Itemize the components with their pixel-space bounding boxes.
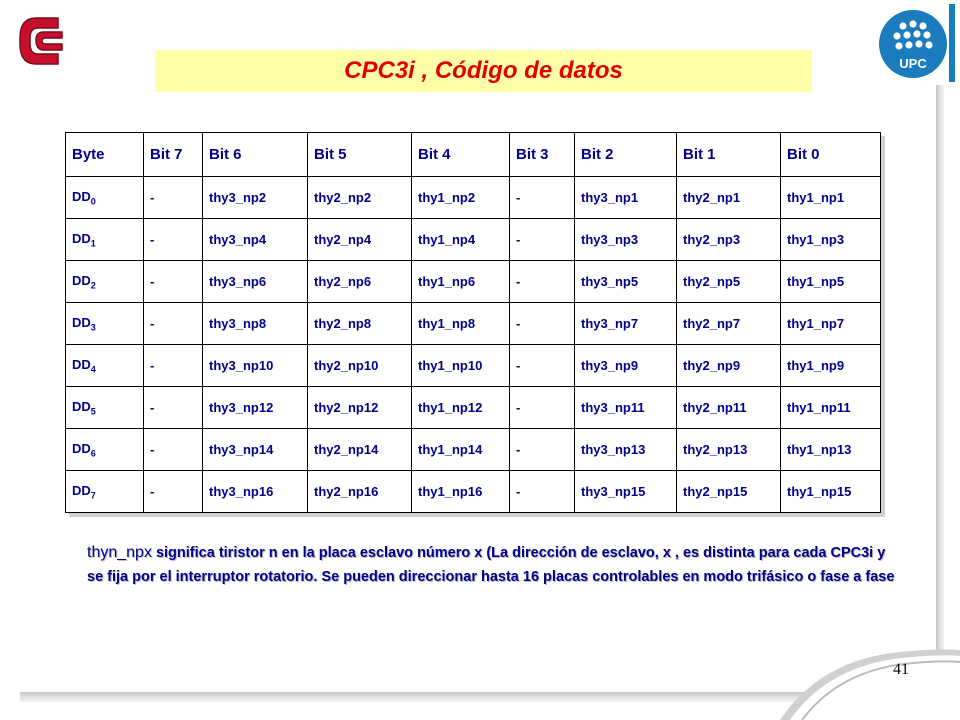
header-bit7: Bit 7 xyxy=(144,133,203,177)
byte-label: DD xyxy=(72,314,91,330)
table-cell: - xyxy=(510,345,575,387)
page-number: 41 xyxy=(893,661,909,678)
byte-cell xyxy=(66,345,144,387)
table-cell: thy1_np9 xyxy=(781,345,881,387)
table-cell: - xyxy=(144,471,203,513)
byte-cell xyxy=(66,303,144,345)
page-title: CPC3i , Código de datos xyxy=(344,57,623,84)
table-cell: thy1_np2 xyxy=(412,177,510,219)
byte-cell xyxy=(66,471,144,513)
table-cell: thy1_np13 xyxy=(781,429,881,471)
table-cell: thy3_np13 xyxy=(575,429,677,471)
table-cell: thy1_np10 xyxy=(412,345,510,387)
byte-index: 6 xyxy=(90,448,96,459)
table-row xyxy=(66,345,881,387)
upc-logo xyxy=(877,4,955,82)
table-cell: thy2_np3 xyxy=(677,219,781,261)
table-cell: thy2_np9 xyxy=(677,345,781,387)
table-row xyxy=(66,387,881,429)
footnote-text: significa tiristor n en la placa esclavo número x (La dirección de esclavo, x , es distinta para cada CPC3i y se fija por el interruptor rotatorio. Se pueden direccionar hasta 16 placas controlables en modo trifásico o fase a fase xyxy=(87,545,895,585)
table-cell: thy2_np1 xyxy=(677,177,781,219)
table-cell: thy3_np8 xyxy=(203,303,308,345)
corner-swoosh-decoration xyxy=(780,640,960,720)
table-row xyxy=(66,261,881,303)
byte-label: DD xyxy=(72,398,91,414)
table-cell: - xyxy=(510,429,575,471)
upc-logo-text: UPC xyxy=(899,56,927,71)
data-code-table xyxy=(65,132,881,513)
table-cell: thy1_np6 xyxy=(412,261,510,303)
table-cell: - xyxy=(510,177,575,219)
table-cell: thy1_np15 xyxy=(781,471,881,513)
table-cell: thy2_np8 xyxy=(308,303,412,345)
table-cell: thy1_np3 xyxy=(781,219,881,261)
table-row xyxy=(66,429,881,471)
header-bit3: Bit 3 xyxy=(510,133,575,177)
table-cell: thy3_np6 xyxy=(203,261,308,303)
table-cell: thy1_np11 xyxy=(781,387,881,429)
header-bit5: Bit 5 xyxy=(308,133,412,177)
byte-cell xyxy=(66,261,144,303)
byte-index: 5 xyxy=(90,406,96,417)
table-cell: thy1_np12 xyxy=(412,387,510,429)
table-cell: thy1_np16 xyxy=(412,471,510,513)
byte-cell xyxy=(66,429,144,471)
table-cell: thy1_np4 xyxy=(412,219,510,261)
table-row xyxy=(66,219,881,261)
table-cell: thy2_np10 xyxy=(308,345,412,387)
byte-index: 0 xyxy=(90,196,96,207)
header-bit2: Bit 2 xyxy=(575,133,677,177)
frame-shadow-right xyxy=(938,85,944,710)
table-cell: thy2_np16 xyxy=(308,471,412,513)
table-cell: - xyxy=(144,261,203,303)
table-cell: thy2_np11 xyxy=(677,387,781,429)
byte-index: 4 xyxy=(90,364,96,375)
table-cell: thy2_np15 xyxy=(677,471,781,513)
table-body xyxy=(66,177,881,513)
byte-label: DD xyxy=(72,440,91,456)
table-cell: - xyxy=(144,345,203,387)
table-cell: thy3_np2 xyxy=(203,177,308,219)
table-cell: - xyxy=(510,219,575,261)
byte-label: DD xyxy=(72,230,91,246)
table-cell: - xyxy=(510,303,575,345)
header-bit0: Bit 0 xyxy=(781,133,881,177)
table-cell: thy2_np4 xyxy=(308,219,412,261)
table-cell: thy2_np13 xyxy=(677,429,781,471)
byte-label: DD xyxy=(72,272,91,288)
title-bar xyxy=(155,50,812,92)
header-bit1: Bit 1 xyxy=(677,133,781,177)
table-cell: - xyxy=(510,261,575,303)
byte-label: DD xyxy=(72,482,91,498)
table-cell: - xyxy=(144,177,203,219)
byte-label: DD xyxy=(72,356,91,372)
table-cell: thy2_np7 xyxy=(677,303,781,345)
table-cell: - xyxy=(144,219,203,261)
byte-cell xyxy=(66,177,144,219)
header-bit4: Bit 4 xyxy=(412,133,510,177)
table-cell: thy3_np4 xyxy=(203,219,308,261)
table-cell: thy2_np2 xyxy=(308,177,412,219)
table-cell: - xyxy=(144,429,203,471)
table-cell: thy3_np11 xyxy=(575,387,677,429)
byte-index: 1 xyxy=(90,238,96,249)
table-cell: thy1_np5 xyxy=(781,261,881,303)
byte-index: 3 xyxy=(90,322,96,333)
table-cell: thy3_np14 xyxy=(203,429,308,471)
footnote xyxy=(87,541,897,589)
table-cell: - xyxy=(510,471,575,513)
table-cell: thy3_np1 xyxy=(575,177,677,219)
table-cell: thy1_np1 xyxy=(781,177,881,219)
table-cell: thy2_np6 xyxy=(308,261,412,303)
table-cell: thy3_np7 xyxy=(575,303,677,345)
cc-logo-icon xyxy=(10,8,80,72)
table-header-row xyxy=(66,133,881,177)
footnote-variable: thyn_npx xyxy=(87,544,152,561)
byte-index: 2 xyxy=(90,280,96,291)
byte-label: DD xyxy=(72,188,91,204)
table-cell: - xyxy=(144,387,203,429)
table-cell: thy3_np16 xyxy=(203,471,308,513)
table-cell: thy2_np14 xyxy=(308,429,412,471)
table-cell: thy3_np12 xyxy=(203,387,308,429)
table-row xyxy=(66,303,881,345)
header-byte: Byte xyxy=(66,133,144,177)
byte-index: 7 xyxy=(90,490,96,501)
table-cell: thy3_np5 xyxy=(575,261,677,303)
table-row xyxy=(66,471,881,513)
table-cell: thy2_np5 xyxy=(677,261,781,303)
table-cell: - xyxy=(510,387,575,429)
table-cell: thy3_np10 xyxy=(203,345,308,387)
table-cell: thy3_np15 xyxy=(575,471,677,513)
table-cell: thy1_np7 xyxy=(781,303,881,345)
table-cell: thy3_np3 xyxy=(575,219,677,261)
table-cell: thy1_np14 xyxy=(412,429,510,471)
table-cell: thy3_np9 xyxy=(575,345,677,387)
header-bit6: Bit 6 xyxy=(203,133,308,177)
byte-cell xyxy=(66,387,144,429)
byte-cell xyxy=(66,219,144,261)
table-row xyxy=(66,177,881,219)
table-cell: - xyxy=(144,303,203,345)
table-cell: thy2_np12 xyxy=(308,387,412,429)
table-cell: thy1_np8 xyxy=(412,303,510,345)
